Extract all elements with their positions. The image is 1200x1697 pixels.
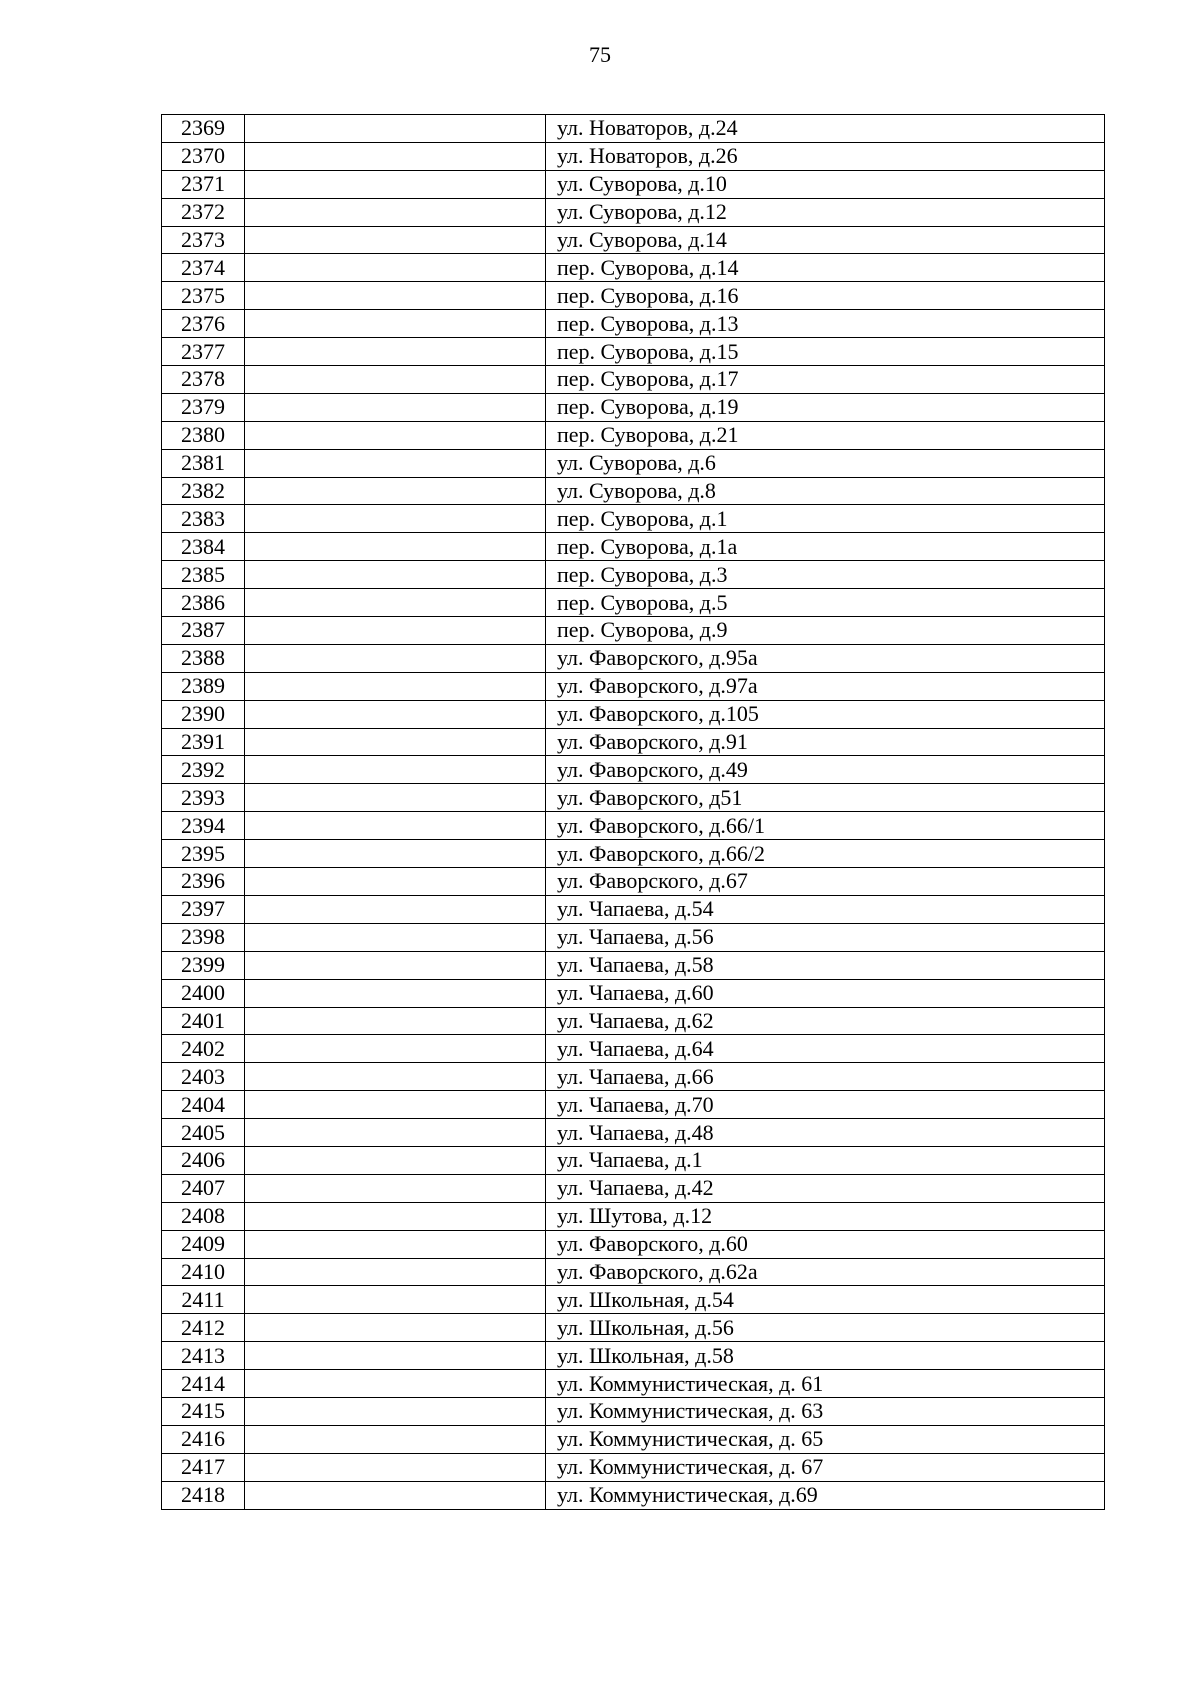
empty-cell: [245, 561, 546, 589]
row-number-cell: 2397: [162, 895, 245, 923]
empty-cell: [245, 421, 546, 449]
address-cell: пер. Суворова, д.16: [546, 282, 1105, 310]
table-row: [162, 1035, 1105, 1063]
table-row: [162, 812, 1105, 840]
table-body: [162, 115, 1105, 1510]
empty-cell: [245, 1119, 546, 1147]
table-row: [162, 923, 1105, 951]
row-number-cell: 2404: [162, 1091, 245, 1119]
address-cell: ул. Фаворского, д.62а: [546, 1258, 1105, 1286]
row-number-cell: 2369: [162, 115, 245, 143]
empty-cell: [245, 170, 546, 198]
address-cell: пер. Суворова, д.1: [546, 505, 1105, 533]
row-number-cell: 2413: [162, 1342, 245, 1370]
row-number-cell: 2396: [162, 868, 245, 896]
address-cell: ул. Фаворского, д.95а: [546, 644, 1105, 672]
row-number-cell: 2377: [162, 338, 245, 366]
row-number-cell: 2400: [162, 979, 245, 1007]
row-number-cell: 2401: [162, 1007, 245, 1035]
row-number-cell: 2416: [162, 1425, 245, 1453]
row-number-cell: 2386: [162, 589, 245, 617]
address-cell: ул. Новаторов, д.26: [546, 142, 1105, 170]
table-row: [162, 533, 1105, 561]
address-cell: ул. Новаторов, д.24: [546, 115, 1105, 143]
table-row: [162, 1007, 1105, 1035]
empty-cell: [245, 1146, 546, 1174]
empty-cell: [245, 1007, 546, 1035]
table-row: [162, 644, 1105, 672]
empty-cell: [245, 617, 546, 645]
table-row: [162, 142, 1105, 170]
address-cell: ул. Фаворского, д.91: [546, 728, 1105, 756]
address-cell: ул. Фаворского, д51: [546, 784, 1105, 812]
table-row: [162, 700, 1105, 728]
table-row: [162, 617, 1105, 645]
row-number-cell: 2374: [162, 254, 245, 282]
empty-cell: [245, 1035, 546, 1063]
table-row: [162, 840, 1105, 868]
address-cell: ул. Коммунистическая, д. 67: [546, 1453, 1105, 1481]
table-row: [162, 728, 1105, 756]
empty-cell: [245, 840, 546, 868]
address-cell: ул. Фаворского, д.97а: [546, 672, 1105, 700]
row-number-cell: 2405: [162, 1119, 245, 1147]
empty-cell: [245, 644, 546, 672]
table-row: [162, 561, 1105, 589]
address-cell: ул. Коммунистическая, д. 63: [546, 1397, 1105, 1425]
address-cell: пер. Суворова, д.21: [546, 421, 1105, 449]
row-number-cell: 2411: [162, 1286, 245, 1314]
row-number-cell: 2373: [162, 226, 245, 254]
address-cell: ул. Суворова, д.6: [546, 449, 1105, 477]
empty-cell: [245, 115, 546, 143]
table-row: [162, 449, 1105, 477]
address-cell: пер. Суворова, д.17: [546, 366, 1105, 394]
row-number-cell: 2379: [162, 393, 245, 421]
address-cell: ул. Чапаева, д.48: [546, 1119, 1105, 1147]
row-number-cell: 2372: [162, 198, 245, 226]
empty-cell: [245, 784, 546, 812]
table-row: [162, 393, 1105, 421]
empty-cell: [245, 533, 546, 561]
address-cell: пер. Суворова, д.5: [546, 589, 1105, 617]
address-cell: ул. Чапаева, д.54: [546, 895, 1105, 923]
address-cell: ул. Суворова, д.8: [546, 477, 1105, 505]
table-row: [162, 1425, 1105, 1453]
empty-cell: [245, 1370, 546, 1398]
table-row: [162, 1342, 1105, 1370]
address-cell: ул. Фаворского, д.105: [546, 700, 1105, 728]
row-number-cell: 2380: [162, 421, 245, 449]
address-cell: ул. Коммунистическая, д. 61: [546, 1370, 1105, 1398]
empty-cell: [245, 449, 546, 477]
empty-cell: [245, 142, 546, 170]
table-row: [162, 198, 1105, 226]
row-number-cell: 2382: [162, 477, 245, 505]
row-number-cell: 2376: [162, 310, 245, 338]
row-number-cell: 2393: [162, 784, 245, 812]
table-row: [162, 310, 1105, 338]
empty-cell: [245, 1481, 546, 1509]
empty-cell: [245, 1174, 546, 1202]
table-row: [162, 505, 1105, 533]
address-cell: пер. Суворова, д.3: [546, 561, 1105, 589]
empty-cell: [245, 1202, 546, 1230]
address-cell: ул. Чапаева, д.42: [546, 1174, 1105, 1202]
empty-cell: [245, 393, 546, 421]
empty-cell: [245, 868, 546, 896]
row-number-cell: 2408: [162, 1202, 245, 1230]
row-number-cell: 2387: [162, 617, 245, 645]
address-cell: ул. Суворова, д.14: [546, 226, 1105, 254]
table-row: [162, 421, 1105, 449]
empty-cell: [245, 1453, 546, 1481]
row-number-cell: 2406: [162, 1146, 245, 1174]
row-number-cell: 2410: [162, 1258, 245, 1286]
address-cell: ул. Коммунистическая, д. 65: [546, 1425, 1105, 1453]
address-cell: ул. Шутова, д.12: [546, 1202, 1105, 1230]
address-cell: ул. Чапаева, д.64: [546, 1035, 1105, 1063]
row-number-cell: 2418: [162, 1481, 245, 1509]
empty-cell: [245, 1063, 546, 1091]
table-row: [162, 1397, 1105, 1425]
empty-cell: [245, 1425, 546, 1453]
address-table: [161, 114, 1105, 1510]
address-cell: пер. Суворова, д.9: [546, 617, 1105, 645]
empty-cell: [245, 812, 546, 840]
empty-cell: [245, 198, 546, 226]
address-cell: пер. Суворова, д.14: [546, 254, 1105, 282]
table-row: [162, 338, 1105, 366]
table-row: [162, 1230, 1105, 1258]
address-cell: ул. Чапаева, д.60: [546, 979, 1105, 1007]
empty-cell: [245, 254, 546, 282]
row-number-cell: 2381: [162, 449, 245, 477]
address-cell: пер. Суворова, д.19: [546, 393, 1105, 421]
address-cell: ул. Чапаева, д.1: [546, 1146, 1105, 1174]
row-number-cell: 2414: [162, 1370, 245, 1398]
row-number-cell: 2389: [162, 672, 245, 700]
table-row: [162, 1063, 1105, 1091]
empty-cell: [245, 310, 546, 338]
table-row: [162, 1314, 1105, 1342]
row-number-cell: 2407: [162, 1174, 245, 1202]
empty-cell: [245, 477, 546, 505]
row-number-cell: 2385: [162, 561, 245, 589]
address-cell: пер. Суворова, д.13: [546, 310, 1105, 338]
page-number: 75: [589, 42, 611, 67]
row-number-cell: 2391: [162, 728, 245, 756]
row-number-cell: 2378: [162, 366, 245, 394]
table-row: [162, 589, 1105, 617]
table-row: [162, 282, 1105, 310]
row-number-cell: 2409: [162, 1230, 245, 1258]
empty-cell: [245, 1286, 546, 1314]
empty-cell: [245, 1091, 546, 1119]
empty-cell: [245, 1397, 546, 1425]
empty-cell: [245, 505, 546, 533]
empty-cell: [245, 700, 546, 728]
row-number-cell: 2388: [162, 644, 245, 672]
table-row: [162, 1202, 1105, 1230]
address-cell: ул. Фаворского, д.60: [546, 1230, 1105, 1258]
row-number-cell: 2399: [162, 951, 245, 979]
table-row: [162, 951, 1105, 979]
row-number-cell: 2390: [162, 700, 245, 728]
row-number-cell: 2384: [162, 533, 245, 561]
empty-cell: [245, 1230, 546, 1258]
table-row: [162, 115, 1105, 143]
address-cell: ул. Чапаева, д.58: [546, 951, 1105, 979]
empty-cell: [245, 923, 546, 951]
table-row: [162, 895, 1105, 923]
row-number-cell: 2370: [162, 142, 245, 170]
address-cell: ул. Чапаева, д.70: [546, 1091, 1105, 1119]
table-row: [162, 1146, 1105, 1174]
empty-cell: [245, 951, 546, 979]
table-row: [162, 756, 1105, 784]
table-row: [162, 672, 1105, 700]
row-number-cell: 2415: [162, 1397, 245, 1425]
empty-cell: [245, 338, 546, 366]
table-row: [162, 1453, 1105, 1481]
row-number-cell: 2394: [162, 812, 245, 840]
empty-cell: [245, 1258, 546, 1286]
table-row: [162, 366, 1105, 394]
empty-cell: [245, 226, 546, 254]
empty-cell: [245, 979, 546, 1007]
row-number-cell: 2395: [162, 840, 245, 868]
table-row: [162, 1481, 1105, 1509]
address-cell: ул. Школьная, д.54: [546, 1286, 1105, 1314]
row-number-cell: 2402: [162, 1035, 245, 1063]
table-row: [162, 1258, 1105, 1286]
empty-cell: [245, 895, 546, 923]
table-row: [162, 868, 1105, 896]
empty-cell: [245, 1342, 546, 1370]
row-number-cell: 2403: [162, 1063, 245, 1091]
address-cell: ул. Чапаева, д.66: [546, 1063, 1105, 1091]
empty-cell: [245, 728, 546, 756]
address-cell: ул. Коммунистическая, д.69: [546, 1481, 1105, 1509]
empty-cell: [245, 366, 546, 394]
row-number-cell: 2383: [162, 505, 245, 533]
table-row: [162, 1119, 1105, 1147]
table-row: [162, 254, 1105, 282]
address-cell: ул. Суворова, д.12: [546, 198, 1105, 226]
empty-cell: [245, 282, 546, 310]
table-row: [162, 1174, 1105, 1202]
address-cell: ул. Фаворского, д.67: [546, 868, 1105, 896]
table-row: [162, 1286, 1105, 1314]
address-cell: ул. Фаворского, д.66/2: [546, 840, 1105, 868]
address-cell: пер. Суворова, д.1а: [546, 533, 1105, 561]
row-number-cell: 2392: [162, 756, 245, 784]
table-row: [162, 1091, 1105, 1119]
row-number-cell: 2371: [162, 170, 245, 198]
table-row: [162, 979, 1105, 1007]
empty-cell: [245, 1314, 546, 1342]
row-number-cell: 2412: [162, 1314, 245, 1342]
empty-cell: [245, 672, 546, 700]
row-number-cell: 2398: [162, 923, 245, 951]
row-number-cell: 2417: [162, 1453, 245, 1481]
address-cell: ул. Чапаева, д.62: [546, 1007, 1105, 1035]
empty-cell: [245, 756, 546, 784]
address-cell: ул. Школьная, д.56: [546, 1314, 1105, 1342]
table-row: [162, 1370, 1105, 1398]
address-cell: пер. Суворова, д.15: [546, 338, 1105, 366]
address-cell: ул. Школьная, д.58: [546, 1342, 1105, 1370]
empty-cell: [245, 589, 546, 617]
table-row: [162, 170, 1105, 198]
address-cell: ул. Фаворского, д.66/1: [546, 812, 1105, 840]
address-cell: ул. Чапаева, д.56: [546, 923, 1105, 951]
address-cell: ул. Суворова, д.10: [546, 170, 1105, 198]
address-cell: ул. Фаворского, д.49: [546, 756, 1105, 784]
table-row: [162, 226, 1105, 254]
table-row: [162, 477, 1105, 505]
row-number-cell: 2375: [162, 282, 245, 310]
table-row: [162, 784, 1105, 812]
